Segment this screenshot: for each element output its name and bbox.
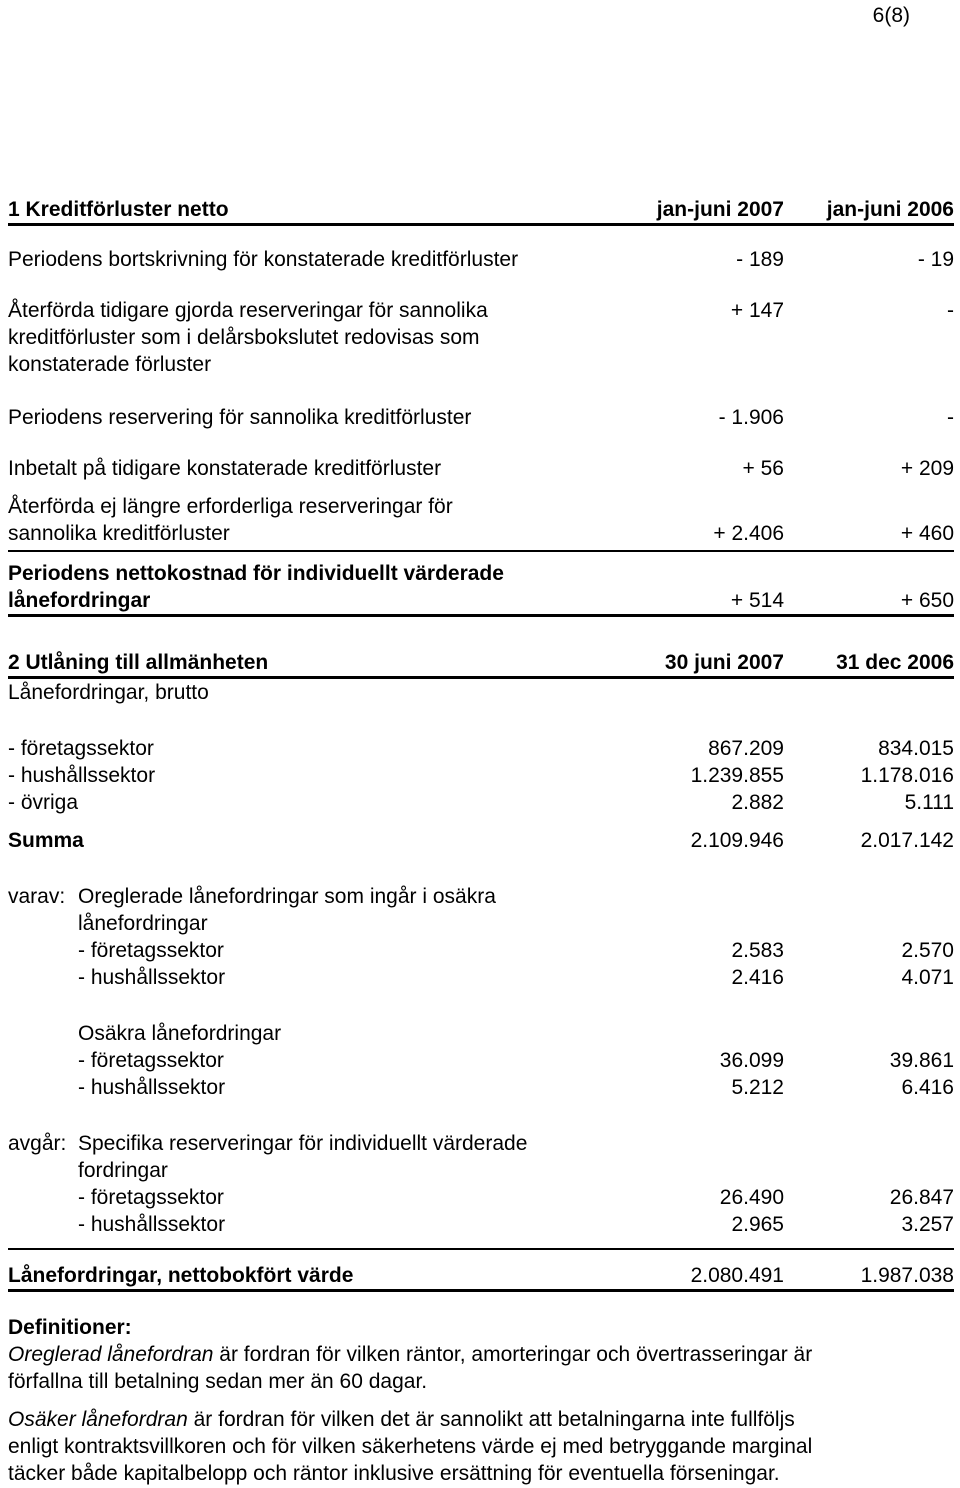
divider [8,550,954,552]
section2-header [8,649,954,679]
divider [8,1248,954,1250]
varav-prefix: varav: [8,885,66,908]
row-value-1: + 56 [742,457,784,480]
row-label: - företagssektor [78,1186,224,1209]
table-row [8,937,954,964]
section1-header [8,196,954,226]
table-row [8,1211,954,1238]
row-value-2: 5.111 [904,791,954,814]
row-value-1: 867.209 [708,737,784,760]
row-value-1: - 189 [736,248,784,271]
net-value-2: 1.987.038 [860,1264,954,1287]
page-number: 6(8) [872,4,910,27]
row-value-2: 39.861 [889,1049,954,1072]
row-label: - övriga [8,791,79,814]
row-label: - hushållssektor [78,1076,226,1099]
varav-block [8,883,954,991]
row-label: Återförda tidigare gjorda reserveringar för sannolika [8,299,488,322]
section1-col2: jan-juni 2006 [826,198,954,221]
table-row [8,297,954,378]
row-value-2: - [947,406,954,429]
row-label: - hushållssektor [78,966,226,989]
row-value-2: 3.257 [901,1213,954,1236]
definition-text: förfallna till betalning sedan mer än 60 dagar. [8,1370,428,1393]
row-label: konstaterade förluster [8,353,212,376]
row-label: kreditförluster som i delårsbokslutet redovisas som [8,326,480,349]
table-row [8,735,954,762]
row-label: Periodens bortskrivning för konstaterade kreditförluster [8,248,519,271]
total-label: Periodens nettokostnad för individuellt värderade [8,562,504,585]
row-label: - företagssektor [8,737,154,760]
row-value-1: + 147 [730,299,784,322]
row-value-2: - 19 [917,248,954,271]
total-label: lånefordringar [8,589,151,612]
table-row [8,789,954,816]
section1-title: 1 Kreditförluster netto [8,198,229,221]
row-value-1: - 1.906 [718,406,784,429]
row-label: Periodens reservering för sannolika kreditförluster [8,406,472,429]
table-row [8,762,954,789]
row-label: Inbetalt på tidigare konstaterade kreditförluster [8,457,442,480]
row-value-1: 2.416 [731,966,784,989]
table-row [8,1047,954,1074]
row-label: - hushållssektor [78,1213,226,1236]
varav-heading: Oreglerade lånefordringar som ingår i osäkra [78,885,496,908]
osakra-block [8,1020,954,1101]
total-value-2: + 650 [900,589,954,612]
avgar-heading: Specifika reserveringar för individuellt värderade [78,1132,528,1155]
definition-term: Oreglerad lånefordran [8,1343,214,1366]
definitions [8,1314,954,1487]
varav-heading: lånefordringar [78,912,208,935]
section2-subtitle: Lånefordringar, brutto [8,681,209,704]
net-label: Lånefordringar, nettobokfört värde [8,1264,354,1287]
section1-total [8,560,954,617]
definition-term: Osäker lånefordran [8,1408,188,1431]
row-label: Återförda ej längre erforderliga reserveringar för [8,495,453,518]
table-row [8,455,954,482]
table-row [8,493,954,547]
row-value-1: 5.212 [731,1076,784,1099]
row-value-2: + 209 [900,457,954,480]
row-value-2: 4.071 [901,966,954,989]
net-value-1: 2.080.491 [690,1264,784,1287]
summa-value-1: 2.109.946 [690,829,784,852]
table-row [8,404,954,431]
total-value-1: + 514 [730,589,784,612]
gross-list [8,735,954,816]
row-value-2: 6.416 [901,1076,954,1099]
row-value-2: - [947,299,954,322]
avgar-heading: fordringar [78,1159,168,1182]
row-label: - företagssektor [78,939,224,962]
section2-title: 2 Utlåning till allmänheten [8,651,269,674]
row-value-2: + 460 [900,522,954,545]
summa-label: Summa [8,829,84,852]
row-value-2: 1.178.016 [860,764,954,787]
definition-text: är fordran för vilken räntor, amorteringar och övertrasseringar är [213,1343,813,1366]
row-value-1: 26.490 [719,1186,784,1209]
table-row [8,964,954,991]
section2-col1: 30 juni 2007 [664,651,784,674]
section2-col2: 31 dec 2006 [836,651,954,674]
row-value-1: 2.583 [731,939,784,962]
table-row [8,1184,954,1211]
definitions-title: Definitioner: [8,1316,132,1339]
osakra-heading: Osäkra lånefordringar [78,1022,282,1045]
table-row [8,246,954,273]
definition-text: enligt kontraktsvillkoren och för vilken säkerhetens värde ej med betryggande marginal [8,1435,813,1458]
section1-col1: jan-juni 2007 [656,198,784,221]
row-value-2: 834.015 [878,737,954,760]
row-value-2: 2.570 [901,939,954,962]
definition-text: är fordran för vilken det är sannolikt att betalningarna inte fullföljs [187,1408,795,1431]
row-value-1: + 2.406 [713,522,784,545]
avgar-block [8,1130,954,1238]
definition-text: täcker både kapitalbelopp och räntor inklusive ersättning för eventuella förseningar. [8,1462,780,1485]
row-label: sannolika kreditförluster [8,522,230,545]
row-value-2: 26.847 [889,1186,954,1209]
row-value-1: 1.239.855 [690,764,784,787]
row-label: - företagssektor [78,1049,224,1072]
table-row [8,1074,954,1101]
row-label: - hushållssektor [8,764,156,787]
avgar-prefix: avgår: [8,1132,67,1155]
net-row [8,1262,954,1292]
row-value-1: 2.882 [731,791,784,814]
row-value-1: 36.099 [719,1049,784,1072]
summa-value-2: 2.017.142 [860,829,954,852]
row-value-1: 2.965 [731,1213,784,1236]
summa-row [8,827,954,854]
